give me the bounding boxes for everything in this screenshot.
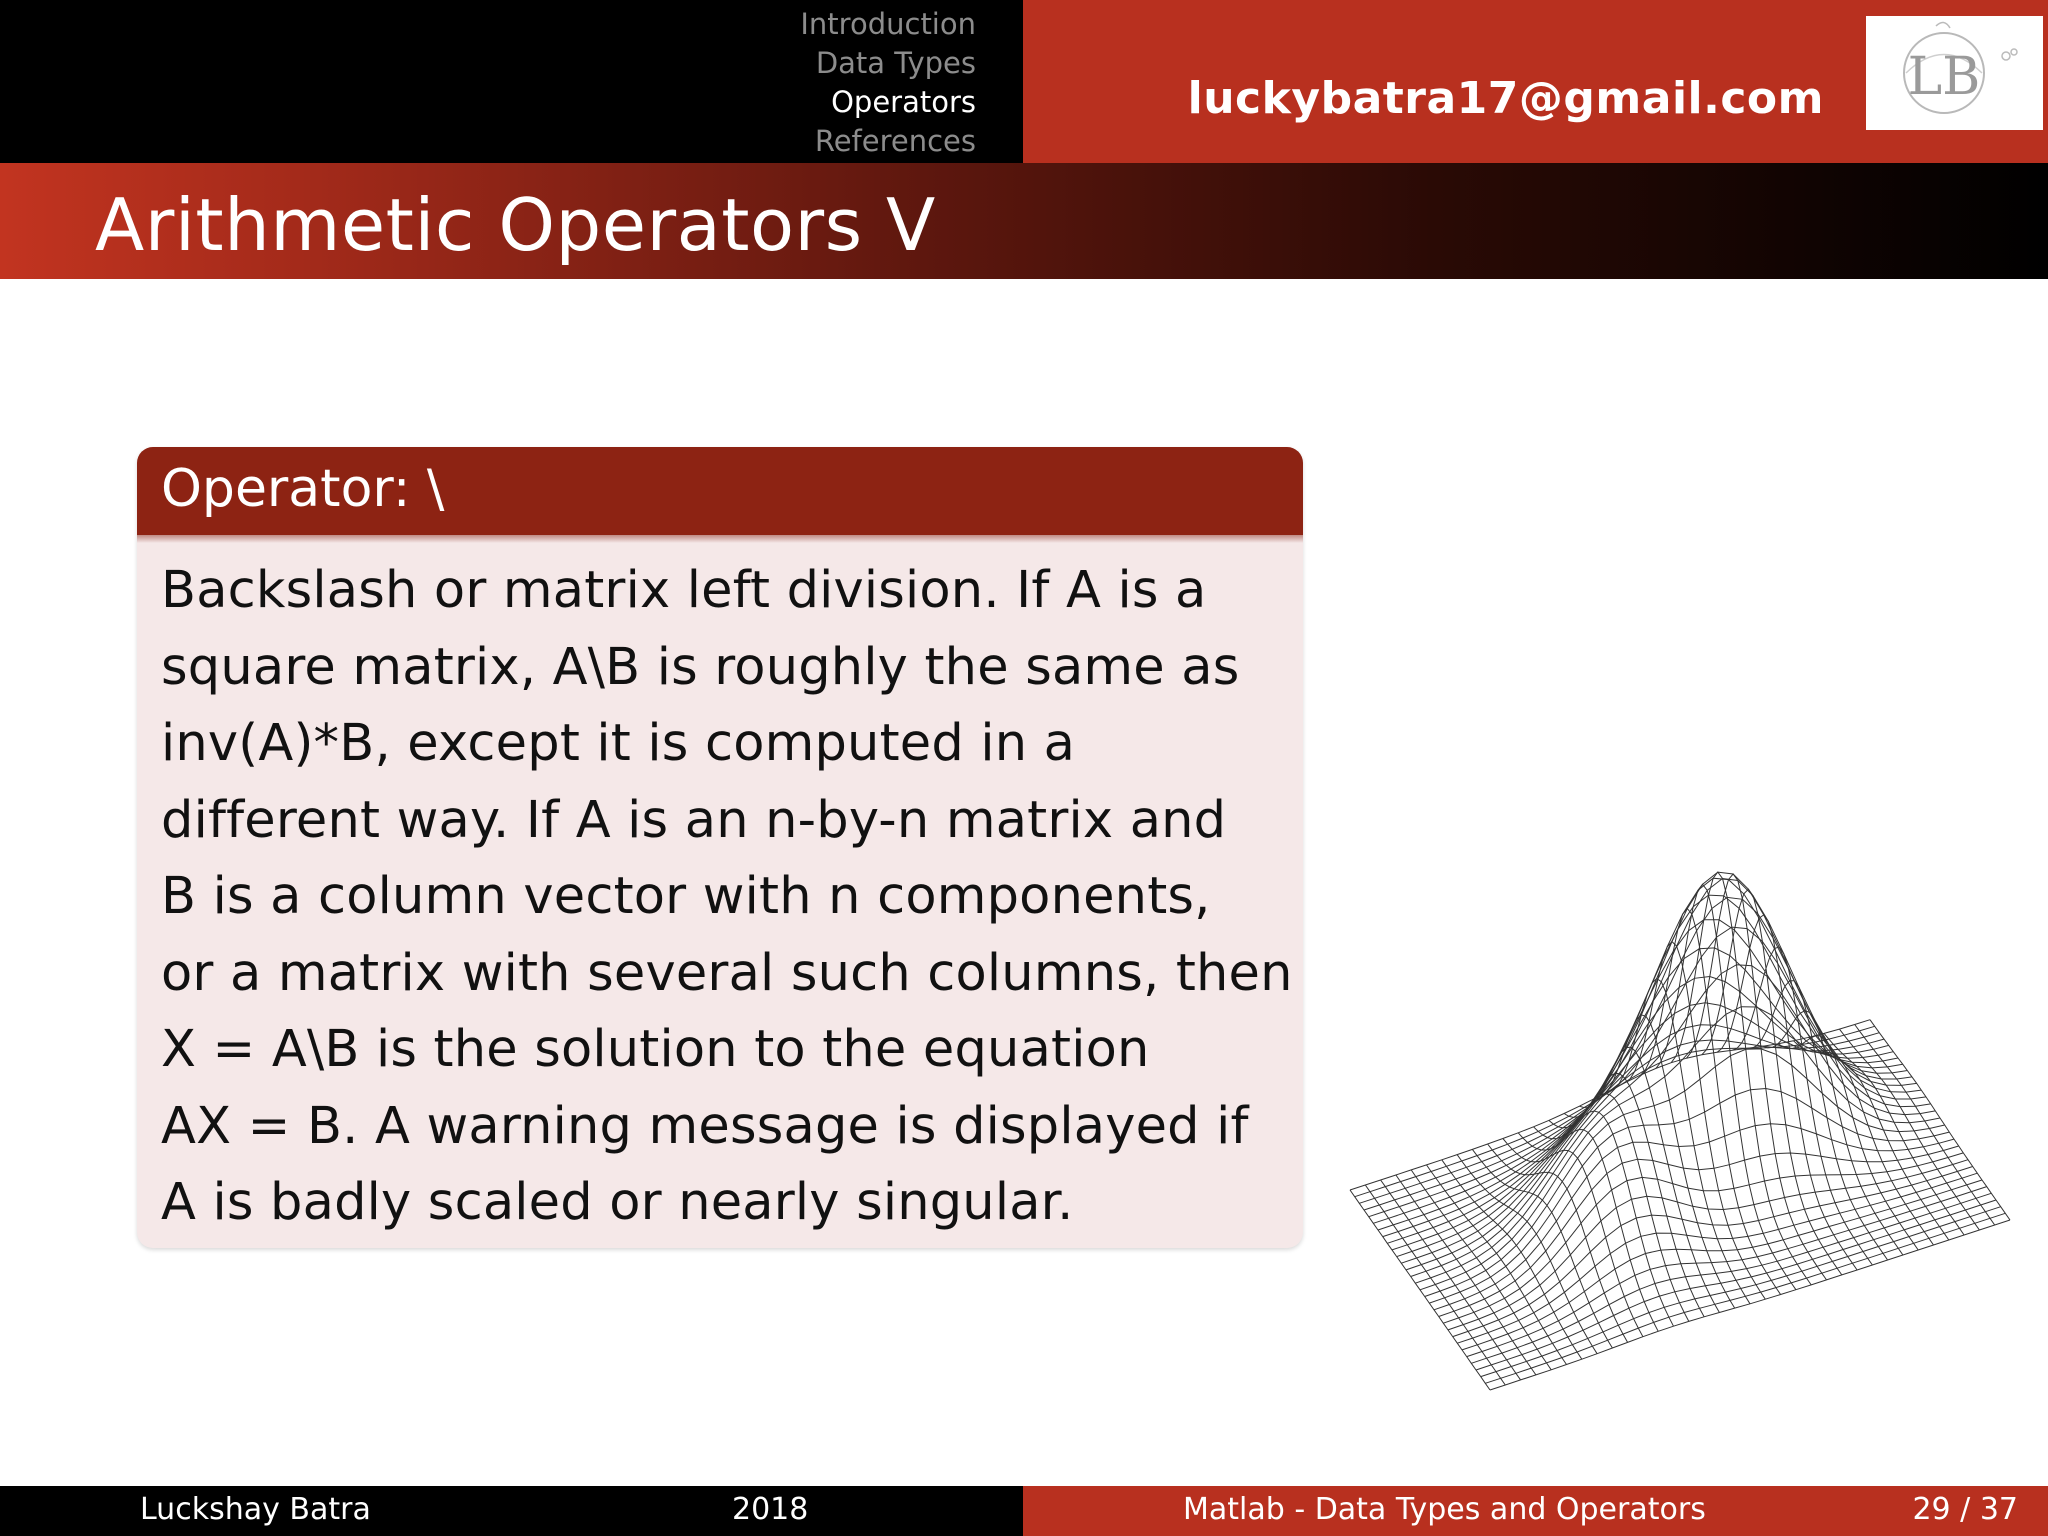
body-line: Backslash or matrix left division. If A is a [161,561,1207,620]
mesh-line-v [1485,1213,2005,1383]
mesh-line-v [1490,1220,2010,1390]
nav-item-operators[interactable]: Operators [831,85,976,119]
footer-presentation-title: Matlab - Data Types and Operators [1183,1492,1706,1527]
mesh-line-u [1396,1175,1536,1375]
logo-lettering: LB [1907,47,1981,107]
footer-page-number: 29 / 37 [1912,1492,2018,1527]
body-line: or a matrix with several such columns, then [161,943,1293,1003]
nav-item-data-types[interactable]: Data Types [815,46,976,80]
mesh-line-u [1411,1170,1551,1370]
block-title: Operator: \ [161,459,445,519]
body-line: different way. If A is an n-by-n matrix and [161,790,1227,850]
header-contact [1023,0,2048,163]
mesh-line-v [1476,1200,1996,1370]
mesh-line-v [1373,977,1893,1224]
mesh-line-u [1671,872,1811,1285]
mesh-line-v [1443,1153,1963,1323]
footer-left [0,1486,1023,1536]
author-email: luckybatra17@gmail.com [1187,73,1824,124]
mesh-line-v [1434,1124,1954,1310]
mesh-line-v [1378,948,1898,1230]
mesh-line-v [1401,879,1921,1264]
body-line: square matrix, A\B is roughly the same as [161,637,1240,697]
mesh-line-v [1359,1033,1879,1204]
footer-author: Luckshay Batra [140,1492,371,1527]
mesh-line-v [1411,927,1931,1276]
nav-item-references[interactable]: References [814,124,976,158]
footer-right [1023,1486,2048,1536]
mesh-line-u [1839,1029,1979,1230]
footer-year: 2018 [732,1492,809,1527]
mesh-line-u [1717,915,1857,1270]
body-line: A is badly scaled or nearly singular. [161,1173,1074,1232]
nav-item-introduction[interactable]: Introduction [800,7,976,41]
mesh-line-u [1442,1160,1582,1359]
body-line: AX = B. A warning message is displayed if [161,1096,1249,1156]
operator-block [137,447,1303,1248]
lb-logo-icon [1866,16,2043,130]
mesh-line-v [1481,1207,2001,1377]
mesh-line-v [1355,1026,1875,1196]
body-line: B is a column vector with n components, [161,867,1211,926]
mesh-line-v [1453,1167,1973,1337]
mesh-line-u [1457,1155,1597,1354]
mesh-line-u [1855,1025,1995,1226]
slide-title-bar [0,163,2048,279]
mesh-line-v [1448,1160,1968,1330]
mesh-line-v [1383,920,1903,1237]
mesh-line-u [1778,1036,1918,1250]
block-body [137,535,1303,1242]
mesh-line-u [1381,1180,1521,1380]
header-navigation [0,0,1023,163]
surface-mesh [1350,872,2010,1390]
block-header [137,447,1303,535]
wireframe-surface-figure [1330,870,2020,1410]
slide-title: Arithmetic Operators V [95,183,936,267]
section-nav-list [800,5,976,161]
lb-logo [1866,16,2043,130]
body-line: inv(A)*B, except it is computed in a [161,714,1076,773]
body-line: X = A\B is the solution to the equation [161,1020,1150,1079]
